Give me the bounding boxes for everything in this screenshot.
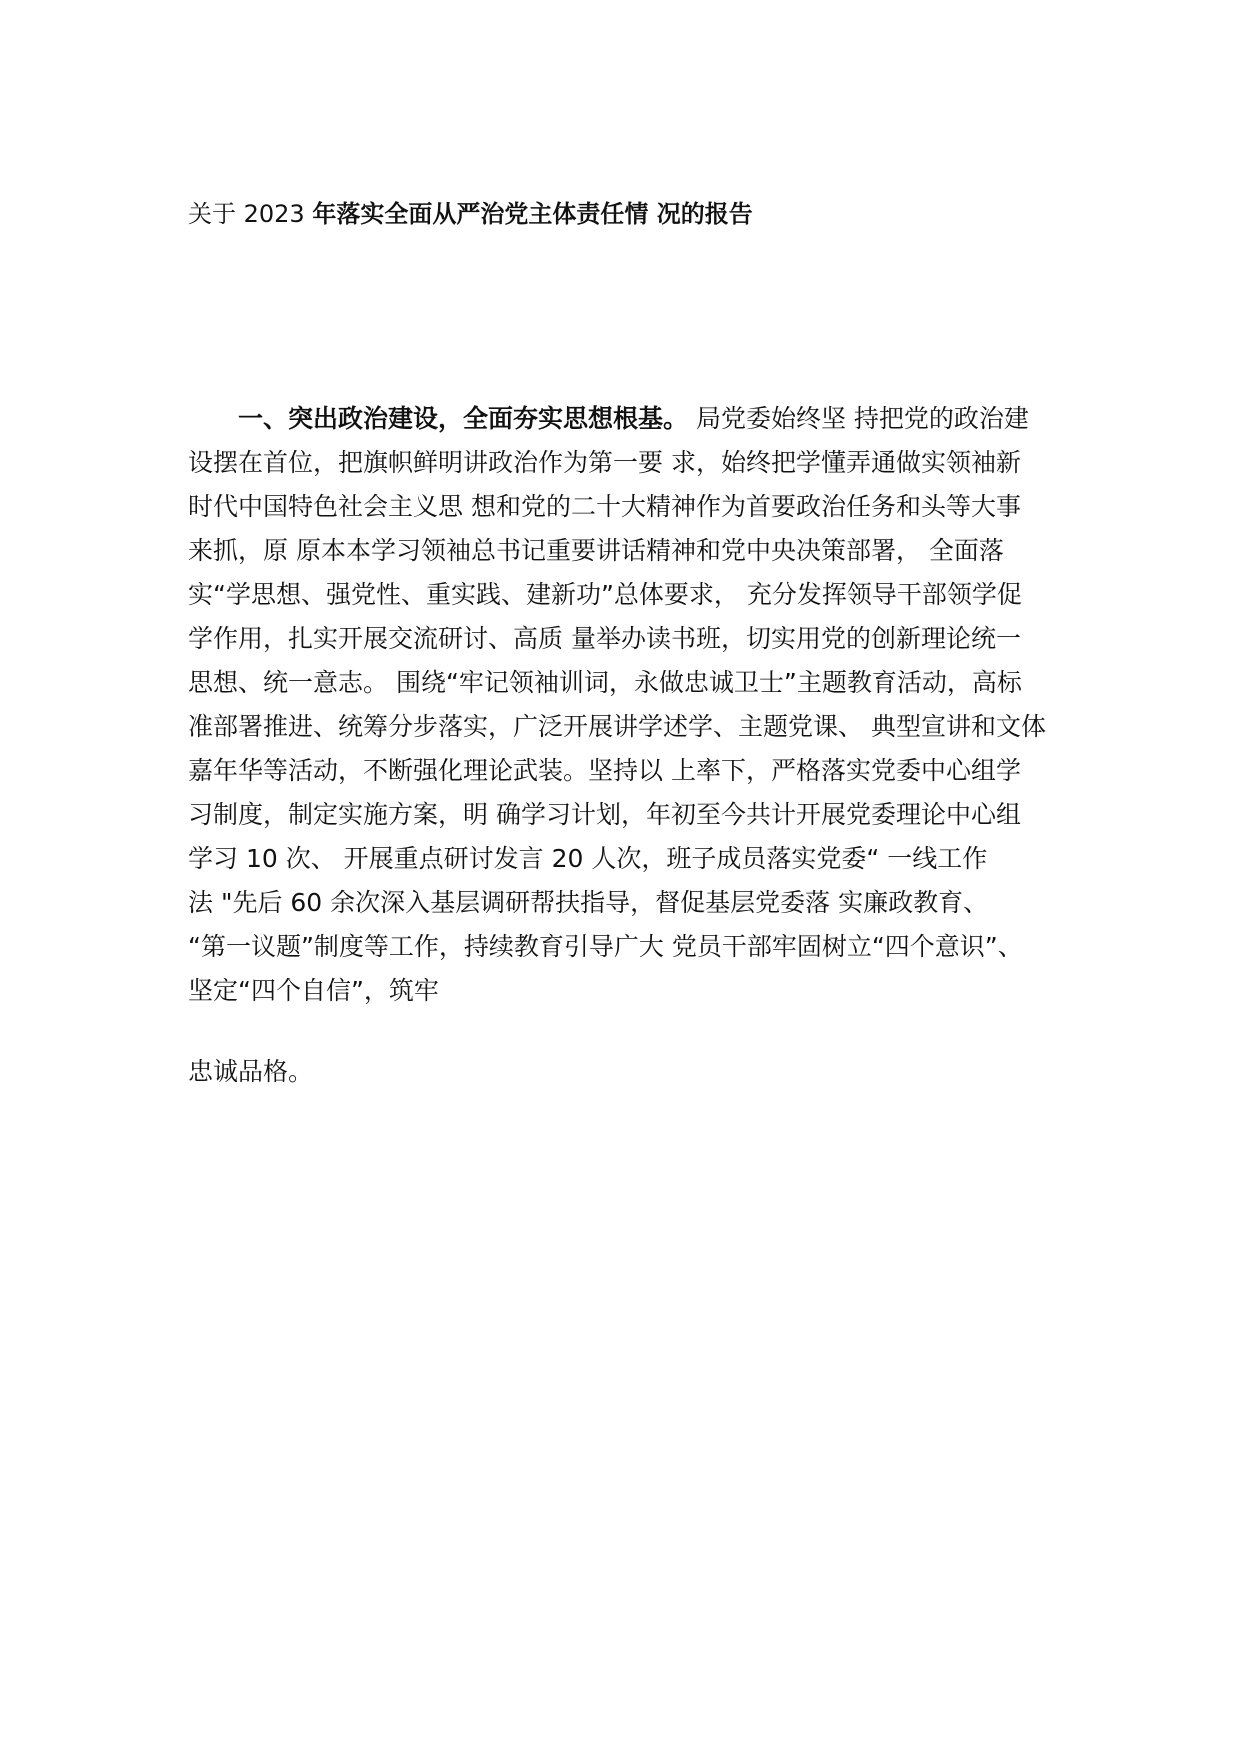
paragraph-line: 来抓，原 原本本学习领袖总书记重要讲话精神和党中央决策部署， 全面落	[188, 536, 1004, 565]
paragraph-text: 局党委始终坚 持把党的政治建	[688, 404, 1029, 433]
paragraph-line: 设摆在首位，把旗帜鲜明讲政治作为第一要 求，始终把学懂弄通做实领袖新	[188, 448, 1021, 477]
title-main: 年落实全面从严治党主体责任情 况的报告	[312, 200, 753, 228]
paragraph-line: 法 "先后 60 余次深入基层调研帮扶指导，督促基层党委落 实廉政教育、	[188, 888, 989, 917]
paragraph-line: 学习 10 次、 开展重点研讨发言 20 人次，班子成员落实党委“ 一线工作	[188, 844, 988, 873]
paragraph-line: “第一议题”制度等工作，持续教育引导广大 党员干部牢固树立“四个意识”、	[188, 932, 1023, 961]
paragraph-line: 时代中国特色社会主义思 想和党的二十大精神作为首要政治任务和头等大事	[188, 492, 1021, 521]
paragraph-line: 嘉年华等活动，不断强化理论武装。坚持以 上率下，严格落实党委中心组学	[188, 756, 1021, 785]
paragraph-tail: 忠诚品格。	[188, 1057, 314, 1086]
document-title	[188, 196, 1088, 232]
paragraph-line: 习制度，制定实施方案，明 确学习计划，年初至今共计开展党委理论中心组	[188, 800, 1021, 829]
paragraph-line: 准部署推进、统筹分步落实，广泛开展讲学述学、主题党课、 典型宣讲和文体	[188, 712, 1046, 741]
paragraph-line	[188, 397, 1068, 441]
section-1-paragraph	[188, 397, 1068, 1013]
section-1-lead: 一、突出政治建设，全面夯实思想根基。	[238, 404, 689, 433]
paragraph-line: 学作用，扎实开展交流研讨、高质 量举办读书班，切实用党的创新理论统一	[188, 624, 1021, 653]
title-prefix: 关于 2023	[188, 200, 313, 228]
paragraph-line: 实“学思想、强党性、重实践、建新功”总体要求， 充分发挥领导干部领学促	[188, 580, 1022, 609]
paragraph-line: 思想、统一意志。 围绕“牢记领袖训词，永做忠诚卫士”主题教育活动，高标	[188, 668, 1022, 697]
paragraph-line: 坚定“四个自信”，筑牢	[188, 976, 439, 1005]
